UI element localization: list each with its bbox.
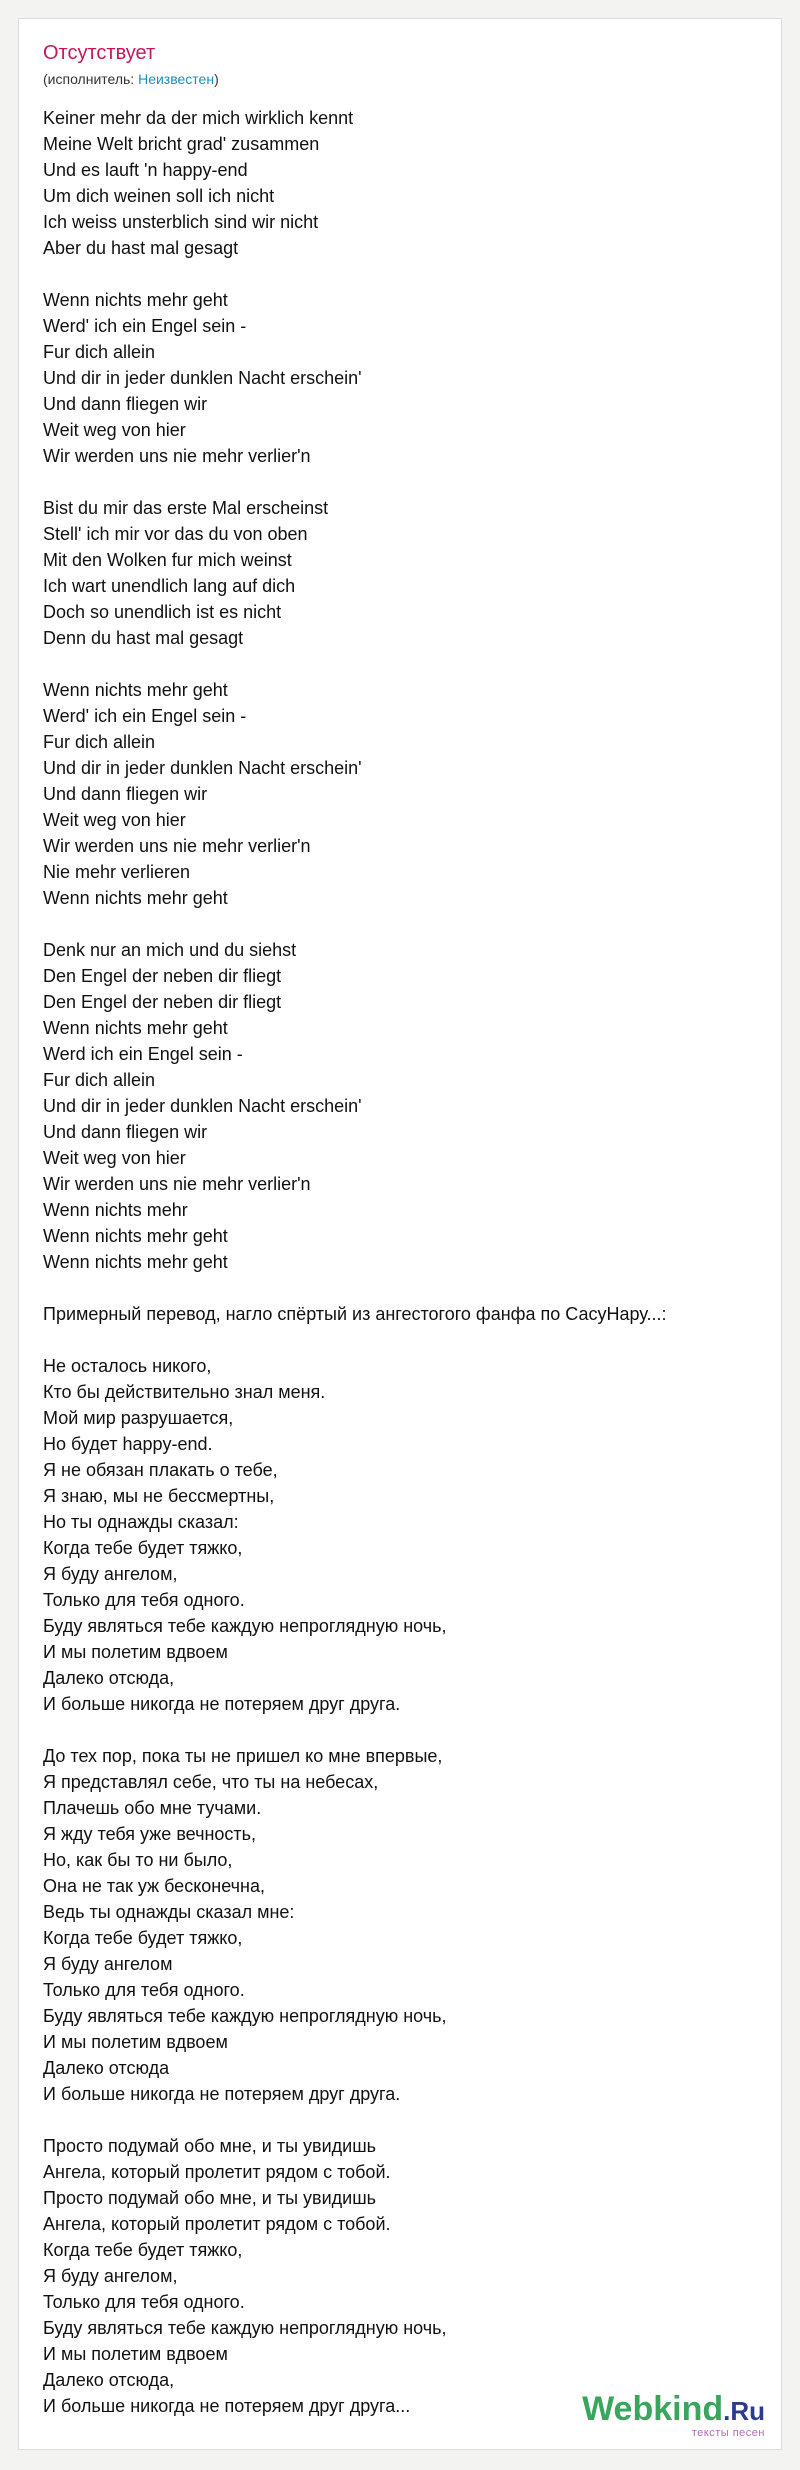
lyric-line: И больше никогда не потеряем друг друга.	[43, 2084, 401, 2104]
lyric-line: Она не так уж бесконечна,	[43, 1876, 265, 1896]
lyric-line: И мы полетим вдвоем	[43, 1642, 228, 1662]
site-logo[interactable]	[582, 2392, 765, 2439]
lyric-line: Und dann fliegen wir	[43, 784, 208, 804]
lyric-line: Wir werden uns nie mehr verlier'n	[43, 1174, 311, 1194]
lyric-line: Fur dich allein	[43, 1070, 156, 1090]
lyric-line: Aber du hast mal gesagt	[43, 238, 239, 258]
lyric-line: Буду являться тебе каждую непроглядную ночь,	[43, 2006, 447, 2026]
lyric-line: Wenn nichts mehr geht	[43, 290, 228, 310]
lyric-line: Fur dich allein	[43, 732, 156, 752]
lyric-line: Stell' ich mir vor das du von oben	[43, 524, 308, 544]
lyric-line	[43, 1275, 763, 1301]
lyric-line: Meine Welt bricht grad' zusammen	[43, 134, 320, 154]
lyric-line: Werd' ich ein Engel sein -	[43, 316, 247, 336]
lyric-line: Fur dich allein	[43, 342, 156, 362]
lyric-line: Weit weg von hier	[43, 420, 186, 440]
lyric-line: Я жду тебя уже вечность,	[43, 1824, 257, 1844]
lyric-line: И больше никогда не потеряем друг друга...	[43, 2396, 411, 2416]
lyric-line: Мой мир разрушается,	[43, 1408, 234, 1428]
artist-link[interactable]: Неизвестен	[138, 71, 215, 87]
lyric-line: Просто подумай обо мне, и ты увидишь	[43, 2136, 377, 2156]
lyric-line: Я буду ангелом	[43, 1954, 173, 1974]
lyric-line: Я знаю, мы не бессмертны,	[43, 1486, 275, 1506]
lyric-line: Und dann fliegen wir	[43, 1122, 208, 1142]
lyric-line	[43, 1717, 763, 1743]
artist-suffix: )	[214, 71, 219, 87]
lyric-line: Denk nur an mich und du siehst	[43, 940, 297, 960]
lyric-line: Den Engel der neben dir fliegt	[43, 992, 282, 1012]
lyric-line	[43, 261, 763, 287]
lyric-line: Nie mehr verlieren	[43, 862, 191, 882]
lyric-line	[43, 469, 763, 495]
lyric-line: Wenn nichts mehr geht	[43, 680, 228, 700]
lyric-line: Und dir in jeder dunklen Nacht erschein'	[43, 1096, 362, 1116]
lyric-line: Ангела, который пролетит рядом с тобой.	[43, 2162, 391, 2182]
lyric-line: И мы полетим вдвоем	[43, 2032, 228, 2052]
lyric-line: Только для тебя одного.	[43, 2292, 245, 2312]
lyric-line: Только для тебя одного.	[43, 1590, 245, 1610]
lyrics-text	[43, 105, 763, 2419]
lyric-line: Werd ich ein Engel sein -	[43, 1044, 243, 1064]
lyric-line: Und es lauft 'n happy-end	[43, 160, 248, 180]
lyric-line: Und dir in jeder dunklen Nacht erschein'	[43, 368, 362, 388]
lyric-line: Wir werden uns nie mehr verlier'n	[43, 836, 311, 856]
logo-subtitle: тексты песен	[691, 2427, 765, 2439]
lyric-line: Ich wart unendlich lang auf dich	[43, 576, 296, 596]
lyric-line: Далеко отсюда,	[43, 2370, 175, 2390]
lyrics-page	[18, 18, 782, 2450]
lyric-line: Keiner mehr da der mich wirklich kennt	[43, 108, 354, 128]
logo-tld-text: .Ru	[723, 2396, 765, 2426]
lyric-line: И больше никогда не потеряем друг друга.	[43, 1694, 401, 1714]
lyric-line: Я буду ангелом,	[43, 2266, 178, 2286]
lyric-line: И мы полетим вдвоем	[43, 2344, 228, 2364]
lyric-line: Когда тебе будет тяжко,	[43, 1538, 243, 1558]
lyric-line: Ангела, который пролетит рядом с тобой.	[43, 2214, 391, 2234]
lyric-line: Und dann fliegen wir	[43, 394, 208, 414]
lyric-line: Но ты однажды сказал:	[43, 1512, 239, 1532]
song-title: Отсутствует	[43, 42, 156, 64]
artist-line	[43, 70, 219, 88]
lyric-line: Плачешь обо мне тучами.	[43, 1798, 262, 1818]
lyric-line: До тех пор, пока ты не пришел ко мне впервые,	[43, 1746, 443, 1766]
lyric-line: Wenn nichts mehr geht	[43, 1252, 228, 1272]
lyric-line: Mit den Wolken fur mich weinst	[43, 550, 292, 570]
lyric-line: Далеко отсюда,	[43, 1668, 175, 1688]
lyric-line: Когда тебе будет тяжко,	[43, 2240, 243, 2260]
lyric-line	[43, 911, 763, 937]
lyric-line: Но, как бы то ни было,	[43, 1850, 233, 1870]
lyric-line	[43, 1327, 763, 1353]
lyric-line: Примерный перевод, нагло спёртый из ангестогого фанфа по СасуНару...:	[43, 1304, 667, 1324]
lyric-line: Wenn nichts mehr geht	[43, 888, 228, 908]
lyric-line: Und dir in jeder dunklen Nacht erschein'	[43, 758, 362, 778]
lyric-line: Только для тебя одного.	[43, 1980, 245, 2000]
lyric-line: Wir werden uns nie mehr verlier'n	[43, 446, 311, 466]
lyric-line: Wenn nichts mehr geht	[43, 1018, 228, 1038]
lyric-line	[43, 651, 763, 677]
lyric-line: Weit weg von hier	[43, 1148, 186, 1168]
lyric-line: Я буду ангелом,	[43, 1564, 178, 1584]
lyric-line: Кто бы действительно знал меня.	[43, 1382, 326, 1402]
lyric-line: Um dich weinen soll ich nicht	[43, 186, 275, 206]
lyric-line: Я представлял себе, что ты на небесах,	[43, 1772, 379, 1792]
lyric-line: Я не обязан плакать о тебе,	[43, 1460, 278, 1480]
lyric-line: Wenn nichts mehr	[43, 1200, 188, 1220]
lyric-line: Ich weiss unsterblich sind wir nicht	[43, 212, 319, 232]
lyric-line: Не осталось никого,	[43, 1356, 212, 1376]
lyric-line: Ведь ты однажды сказал мне:	[43, 1902, 295, 1922]
lyric-line: Denn du hast mal gesagt	[43, 628, 244, 648]
lyric-line: Bist du mir das erste Mal erscheinst	[43, 498, 329, 518]
lyric-line: Den Engel der neben dir fliegt	[43, 966, 282, 986]
lyric-line: Буду являться тебе каждую непроглядную ночь,	[43, 2318, 447, 2338]
lyric-line: Далеко отсюда	[43, 2058, 170, 2078]
lyric-line	[43, 2107, 763, 2133]
artist-prefix: (исполнитель:	[43, 71, 139, 87]
lyric-line: Werd' ich ein Engel sein -	[43, 706, 247, 726]
lyric-line: Doch so unendlich ist es nicht	[43, 602, 282, 622]
lyric-line: Wenn nichts mehr geht	[43, 1226, 228, 1246]
lyric-line: Буду являться тебе каждую непроглядную ночь,	[43, 1616, 447, 1636]
lyric-line: Просто подумай обо мне, и ты увидишь	[43, 2188, 377, 2208]
lyric-line: Когда тебе будет тяжко,	[43, 1928, 243, 1948]
logo-main-text: Webkind	[582, 2390, 724, 2428]
lyric-line: Но будет happy-end.	[43, 1434, 213, 1454]
lyric-line: Weit weg von hier	[43, 810, 186, 830]
